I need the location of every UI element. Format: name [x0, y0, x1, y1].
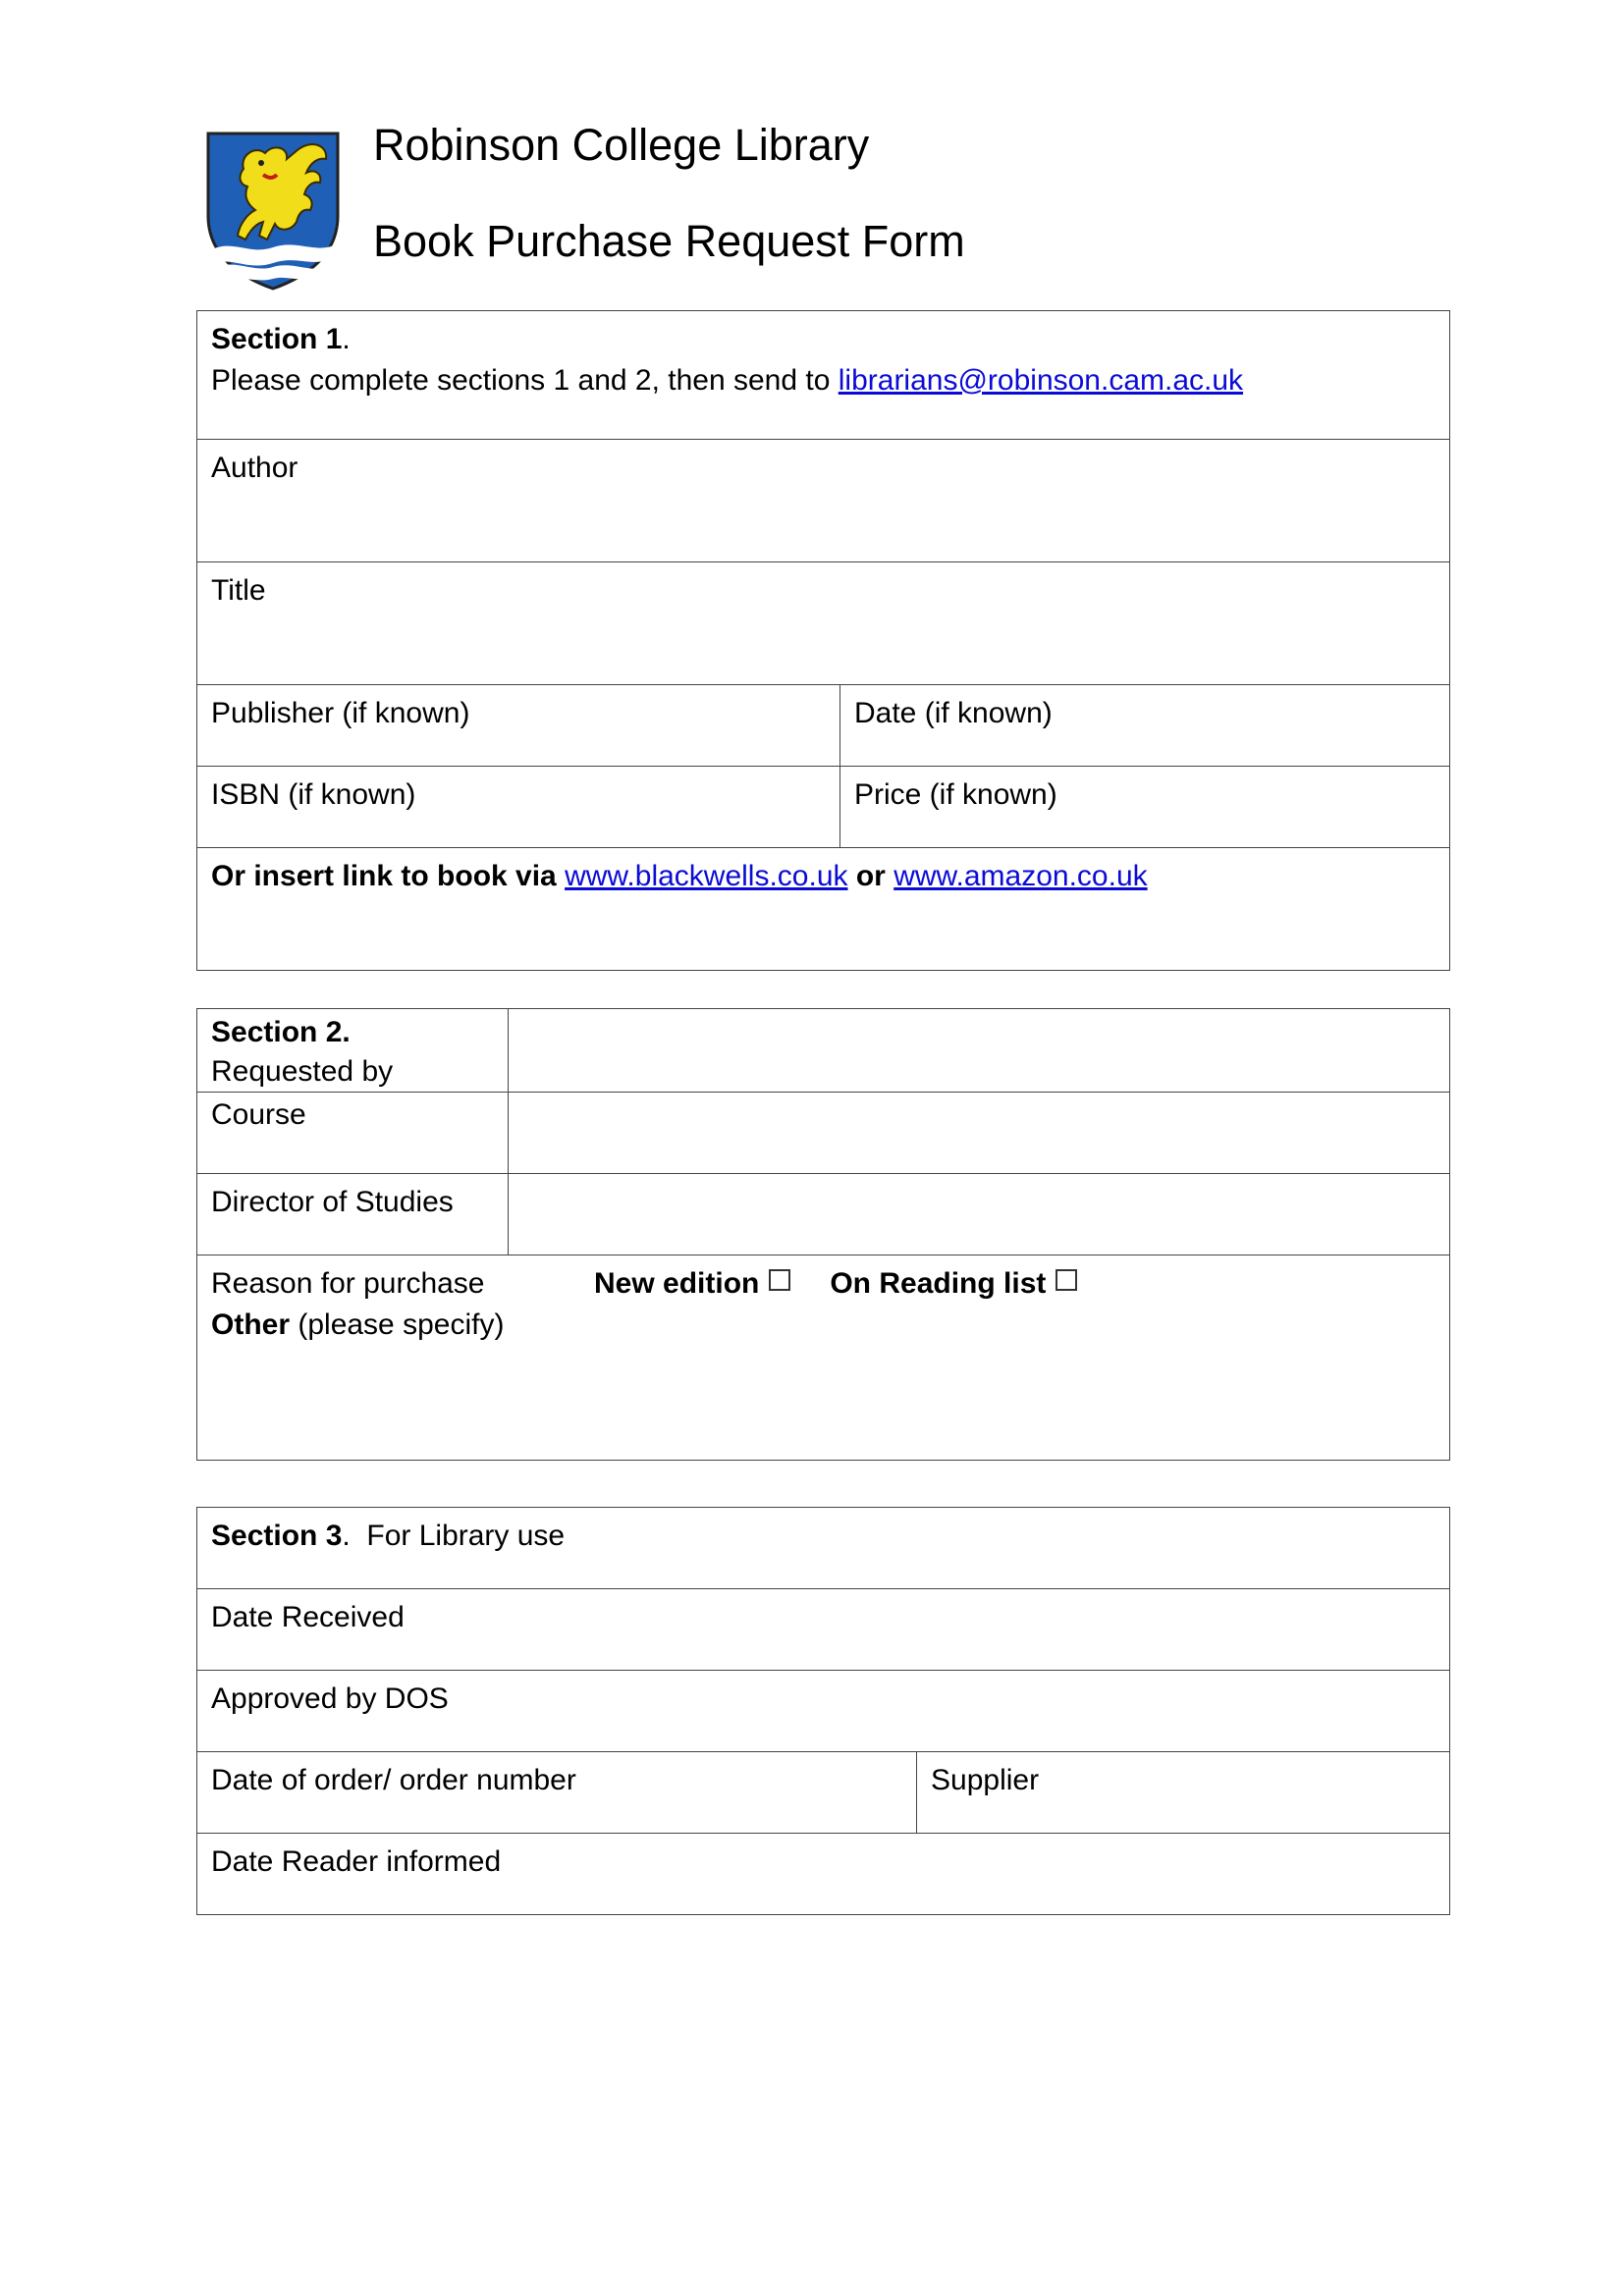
book-link-field[interactable] [197, 848, 1450, 971]
order-supplier-row [197, 1752, 1450, 1834]
section-2-heading: Section 2. [211, 1016, 351, 1048]
form-subtitle: Book Purchase Request Form [373, 216, 965, 266]
author-label: Author [211, 452, 298, 484]
section-1-header-row [197, 311, 1450, 440]
section-3-header-cell [197, 1508, 1450, 1589]
course-input[interactable] [509, 1093, 1450, 1174]
requested-by-label-cell [197, 1009, 509, 1093]
course-row [197, 1093, 1450, 1174]
section-1-instruction: Please complete sections 1 and 2, then send to [211, 364, 839, 397]
title-field[interactable] [197, 562, 1450, 685]
section-3-heading-suffix: . For Library use [342, 1520, 566, 1552]
date-received-label: Date Received [211, 1601, 405, 1633]
reason-options [211, 1263, 1435, 1305]
date-label: Date (if known) [854, 697, 1053, 729]
order-field[interactable] [197, 1752, 917, 1834]
publisher-field[interactable] [197, 685, 840, 767]
isbn-field[interactable] [197, 767, 840, 848]
section-3-heading: Section 3 [211, 1520, 343, 1552]
amazon-link[interactable]: www.amazon.co.uk [893, 860, 1148, 892]
section-1-header-cell [197, 311, 1450, 440]
publisher-label: Publisher (if known) [211, 697, 470, 729]
date-field[interactable] [840, 685, 1450, 767]
isbn-label: ISBN (if known) [211, 778, 416, 811]
reader-informed-field[interactable] [197, 1834, 1450, 1915]
reading-list-checkbox[interactable] [1056, 1269, 1077, 1291]
reading-list-label: On Reading list [830, 1267, 1047, 1300]
approved-by-field[interactable] [197, 1671, 1450, 1752]
book-link-or: or [847, 860, 894, 892]
supplier-label: Supplier [931, 1764, 1040, 1796]
director-label-cell [197, 1174, 509, 1255]
approved-by-label: Approved by DOS [211, 1682, 449, 1715]
order-label: Date of order/ order number [211, 1764, 576, 1796]
librarians-email-link[interactable]: librarians@robinson.cam.ac.uk [838, 364, 1244, 397]
other-label: Other [211, 1308, 291, 1341]
college-crest-icon [204, 130, 342, 291]
price-label: Price (if known) [854, 778, 1057, 811]
book-link-row [197, 848, 1450, 971]
requested-by-label: Requested by [211, 1055, 394, 1088]
date-received-row [197, 1589, 1450, 1671]
new-edition-checkbox[interactable] [769, 1269, 790, 1291]
author-row [197, 440, 1450, 562]
title-row [197, 562, 1450, 685]
author-field[interactable] [197, 440, 1450, 562]
page-title: Robinson College Library [373, 120, 870, 170]
section-1-heading: Section 1 [211, 323, 343, 355]
price-field[interactable] [840, 767, 1450, 848]
section-2-table [196, 1008, 1450, 1461]
course-label-cell [197, 1093, 509, 1174]
reason-cell[interactable] [197, 1255, 1450, 1461]
other-hint: (please specify) [290, 1308, 505, 1341]
director-label: Director of Studies [211, 1186, 454, 1218]
approved-by-row [197, 1671, 1450, 1752]
section-1-heading-punct: . [342, 323, 351, 355]
other-line [211, 1305, 1435, 1346]
blackwells-link[interactable]: www.blackwells.co.uk [565, 860, 848, 892]
section-1-table [196, 310, 1450, 971]
book-link-prefix: Or insert link to book via [211, 860, 566, 892]
reason-row [197, 1255, 1450, 1461]
reader-informed-label: Date Reader informed [211, 1845, 502, 1878]
title-label: Title [211, 574, 266, 607]
requested-by-input[interactable] [509, 1009, 1450, 1093]
course-label: Course [211, 1098, 306, 1131]
isbn-price-row [197, 767, 1450, 848]
requested-by-row [197, 1009, 1450, 1093]
publisher-date-row [197, 685, 1450, 767]
section-3-table [196, 1507, 1450, 1915]
section-3-header-row [197, 1508, 1450, 1589]
date-received-field[interactable] [197, 1589, 1450, 1671]
reason-label: Reason for purchase [211, 1267, 485, 1300]
reader-informed-row [197, 1834, 1450, 1915]
director-input[interactable] [509, 1174, 1450, 1255]
new-edition-label: New edition [594, 1267, 760, 1300]
director-row [197, 1174, 1450, 1255]
supplier-field[interactable] [917, 1752, 1450, 1834]
